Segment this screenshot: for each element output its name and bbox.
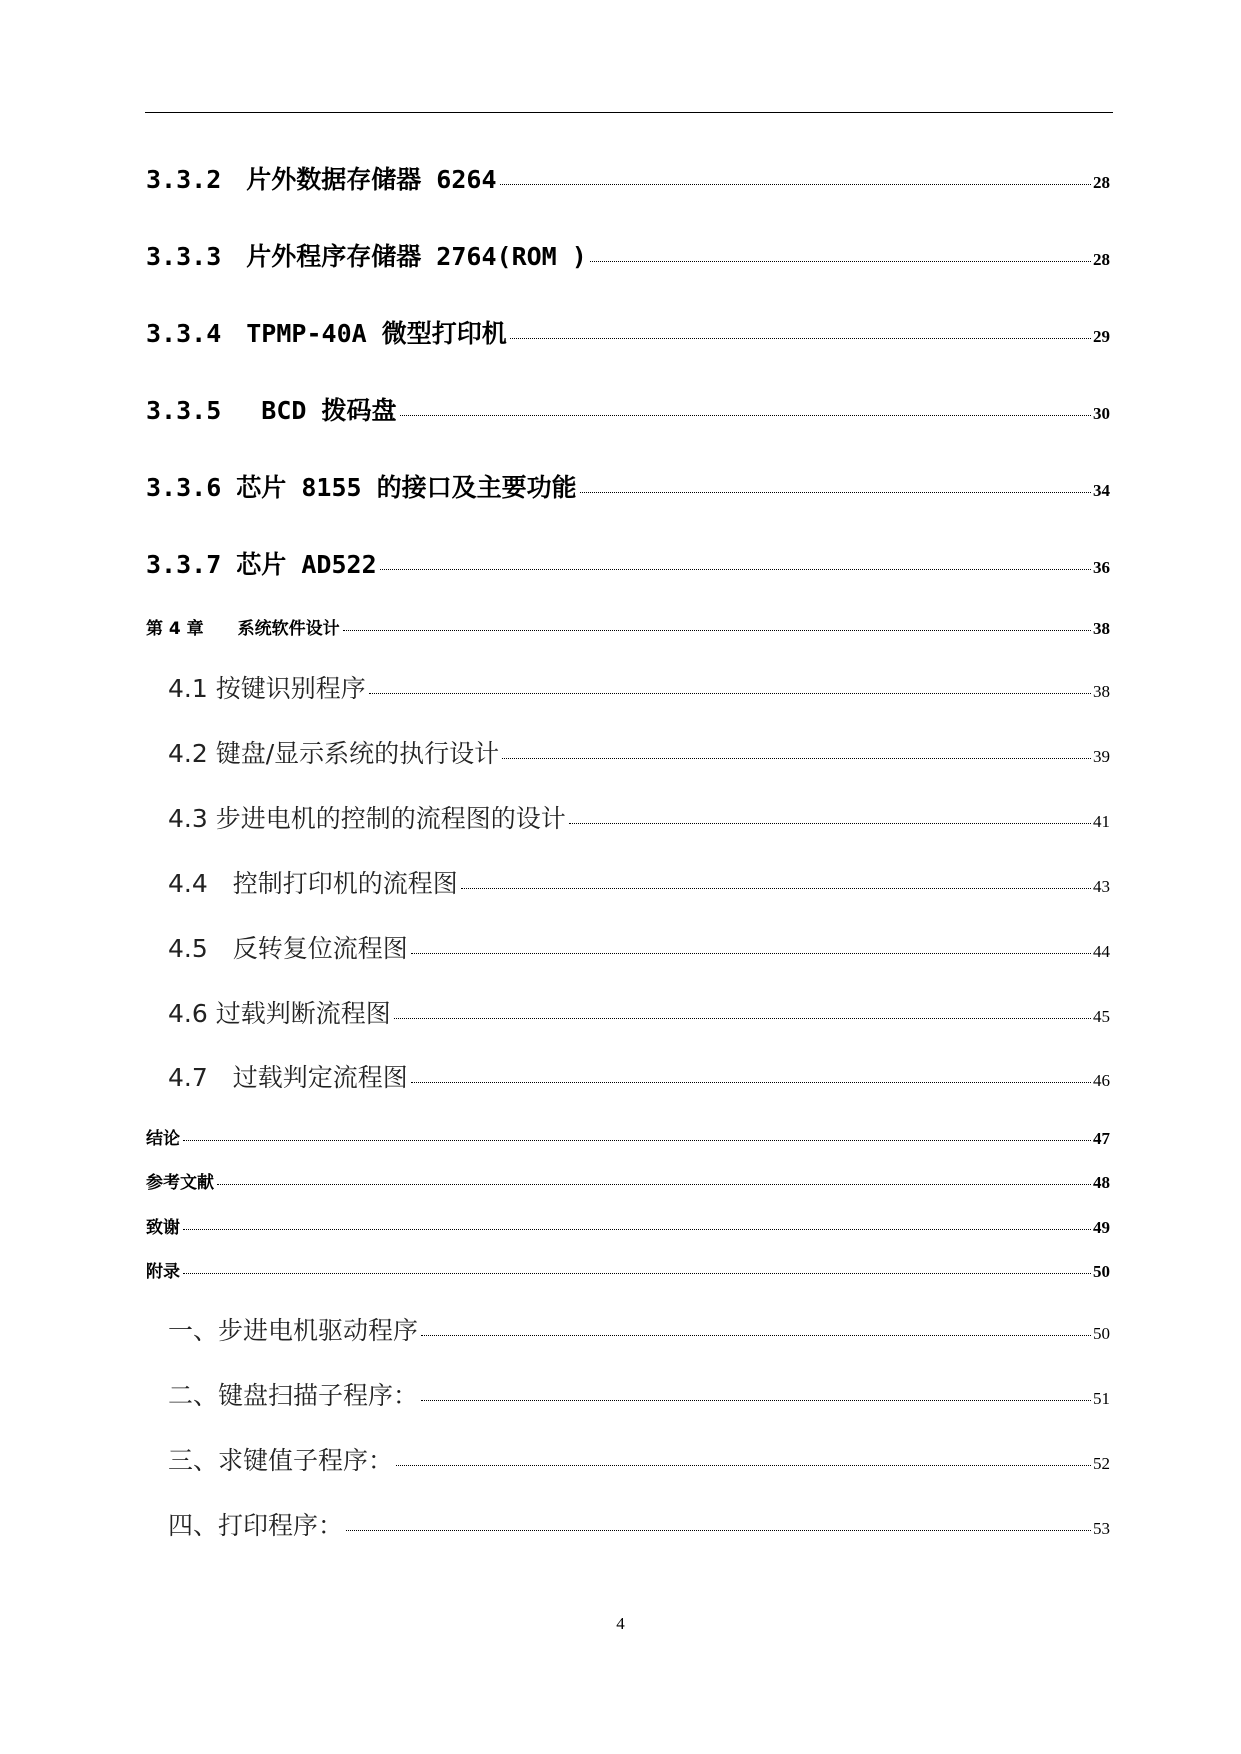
toc-entry-page: 47 [1093, 1129, 1110, 1148]
toc-entry-title: 3.3.6 芯片 8155 的接口及主要功能 [146, 473, 577, 502]
toc-entry-4-4[interactable] [168, 864, 1110, 900]
toc-entry-page: 48 [1093, 1173, 1110, 1192]
toc-entry-page: 50 [1093, 1324, 1110, 1343]
toc-entry-4-6[interactable] [168, 994, 1110, 1030]
dot-leader [500, 184, 1091, 185]
dot-leader [421, 1335, 1091, 1336]
toc-entry-appendix[interactable] [146, 1257, 1110, 1282]
dot-leader [394, 1018, 1091, 1019]
toc-entry-page: 29 [1093, 327, 1110, 346]
toc-entry-3-3-4[interactable] [146, 314, 1110, 350]
toc-entry-page: 30 [1093, 404, 1110, 423]
toc-entry-title: 4.5 反转复位流程图 [168, 934, 408, 963]
toc-entry-title: 二、键盘扫描子程序： [168, 1381, 419, 1410]
toc-entry-page: 53 [1093, 1519, 1110, 1538]
toc-entry-page: 46 [1093, 1071, 1110, 1090]
toc-entry-4-5[interactable] [168, 929, 1110, 965]
toc-entry-appendix-3[interactable] [168, 1441, 1110, 1477]
toc-entry-acknowledgements[interactable] [146, 1213, 1110, 1238]
toc-entry-page: 43 [1093, 877, 1110, 896]
toc-entry-page: 34 [1093, 481, 1110, 500]
toc-entry-page: 36 [1093, 558, 1110, 577]
toc-entry-4-2[interactable] [168, 734, 1110, 770]
dot-leader [590, 261, 1091, 262]
toc-entry-title: 4.1 按键识别程序 [168, 674, 366, 703]
dot-leader [510, 338, 1091, 339]
toc-entry-page: 38 [1093, 619, 1110, 638]
toc-entry-title: 3.3.2 片外数据存储器 6264 [146, 165, 497, 194]
page-number: 4 [616, 1614, 625, 1633]
toc-entry-title: 第 4 章 系统软件设计 [146, 619, 340, 639]
toc-entry-page: 39 [1093, 747, 1110, 766]
toc-entry-title: 四、打印程序： [168, 1511, 344, 1540]
dot-leader [461, 888, 1091, 889]
toc-entry-title: 4.6 过载判断流程图 [168, 999, 391, 1028]
toc-entry-page: 51 [1093, 1389, 1110, 1408]
dot-leader [217, 1184, 1091, 1185]
toc-entry-chapter-4[interactable] [146, 614, 1110, 639]
dot-leader [411, 953, 1091, 954]
toc-entry-title: 4.2 键盘/显示系统的执行设计 [168, 739, 500, 768]
dot-leader [183, 1140, 1091, 1141]
toc-entry-title: 致谢 [146, 1218, 180, 1238]
toc-entry-page: 28 [1093, 250, 1110, 269]
toc-entry-title: 4.3 步进电机的控制的流程图的设计 [168, 804, 566, 833]
dot-leader [569, 823, 1091, 824]
toc-entry-page: 45 [1093, 1007, 1110, 1026]
toc-entry-title: 3.3.3 片外程序存储器 2764(ROM ) [146, 242, 587, 271]
toc-entry-title: 4.4 控制打印机的流程图 [168, 869, 458, 898]
toc-entry-title: 3.3.4 TPMP-40A 微型打印机 [146, 319, 507, 348]
toc-entry-page: 50 [1093, 1262, 1110, 1281]
toc-entry-page: 49 [1093, 1218, 1110, 1237]
dot-leader [421, 1400, 1091, 1401]
toc-entry-page: 52 [1093, 1454, 1110, 1473]
toc-entry-page: 38 [1093, 682, 1110, 701]
toc-entry-3-3-7[interactable] [146, 545, 1110, 581]
toc-entry-conclusion[interactable] [146, 1124, 1110, 1149]
toc-entry-title: 4.7 过载判定流程图 [168, 1063, 408, 1092]
dot-leader [183, 1229, 1091, 1230]
toc-entry-title: 三、求键值子程序： [168, 1446, 394, 1475]
toc-entry-4-7[interactable] [168, 1058, 1110, 1094]
dot-leader [343, 630, 1091, 631]
dot-leader [369, 693, 1091, 694]
toc-entry-4-1[interactable] [168, 669, 1110, 705]
toc-entry-3-3-3[interactable] [146, 237, 1110, 273]
toc-entry-3-3-5[interactable] [146, 391, 1110, 427]
toc-entry-3-3-2[interactable] [146, 160, 1110, 196]
toc-entry-4-3[interactable] [168, 799, 1110, 835]
toc-entry-appendix-2[interactable] [168, 1376, 1110, 1412]
dot-leader [502, 758, 1091, 759]
toc-entry-page: 44 [1093, 942, 1110, 961]
toc-entry-appendix-1[interactable] [168, 1311, 1110, 1347]
dot-leader [580, 492, 1091, 493]
toc-entry-title: 3.3.7 芯片 AD522 [146, 550, 377, 579]
toc-entry-title: 参考文献 [146, 1173, 214, 1193]
toc-entry-references[interactable] [146, 1168, 1110, 1193]
dot-leader [396, 1465, 1091, 1466]
toc-entry-page: 28 [1093, 173, 1110, 192]
toc-entry-title: 结论 [146, 1129, 180, 1149]
toc-entry-page: 41 [1093, 812, 1110, 831]
dot-leader [411, 1082, 1091, 1083]
dot-leader [346, 1530, 1091, 1531]
toc-entry-title: 一、步进电机驱动程序 [168, 1316, 419, 1345]
toc-entry-title: 附录 [146, 1262, 180, 1282]
dot-leader [400, 415, 1091, 416]
toc-entry-title: 3.3.5 BCD 拨码盘 [146, 396, 397, 425]
toc-entry-3-3-6[interactable] [146, 468, 1110, 504]
toc-entry-appendix-4[interactable] [168, 1506, 1110, 1542]
dot-leader [183, 1273, 1091, 1274]
dot-leader [380, 569, 1091, 570]
